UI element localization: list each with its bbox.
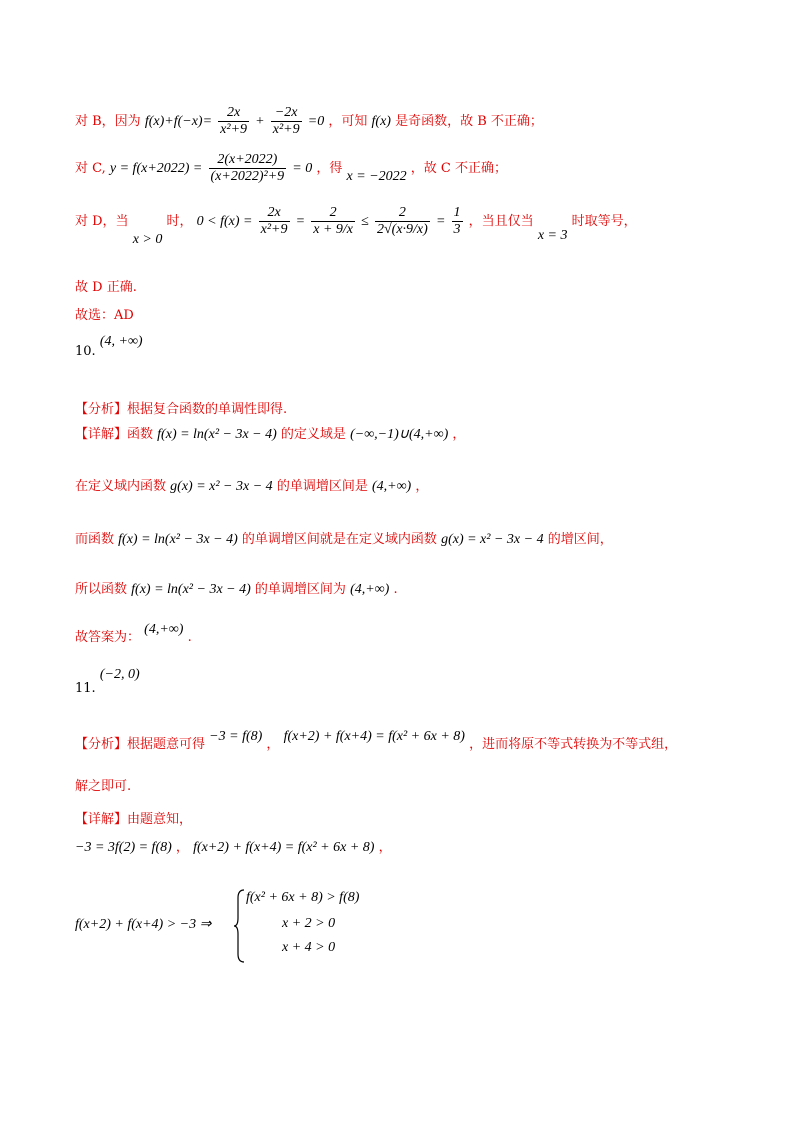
formula: g(x) = x² − 3x − 4: [170, 479, 273, 494]
text: ，: [452, 427, 466, 442]
text: .: [393, 582, 398, 597]
formula: y = f(x+2022) =: [109, 161, 203, 176]
formula: =0: [307, 114, 325, 129]
solution-line-b: [75, 105, 543, 138]
formula: (4,+∞): [371, 479, 412, 494]
solution-line-d: [75, 205, 637, 247]
fraction: $\frac{-2x}{\text{x²+9}}$: [272, 105, 300, 137]
formula: =: [295, 214, 306, 229]
text: 的单调增区间为: [254, 582, 346, 597]
formula: f(x+2) + f(x+4) = f(x² + 6x + 8): [193, 840, 375, 855]
detail-tag: 【详解】: [75, 427, 128, 442]
q10-detail-line2: [75, 475, 428, 495]
text: ，得: [316, 161, 343, 176]
text: 而函数: [75, 532, 115, 547]
text: ，当且仅当: [468, 214, 534, 229]
system-lhs: f(x+2) + f(x+4) > −3 ⇒: [75, 917, 212, 932]
question-10-answer: [75, 334, 143, 359]
text: 对 C,: [75, 161, 106, 176]
text: 是奇函数，故 B 不正确；: [395, 114, 543, 129]
text: ，故 C 不正确；: [410, 161, 508, 176]
text: ，: [266, 737, 280, 752]
system-row-2: x + 2 > 0: [282, 916, 336, 931]
text: ，: [415, 479, 429, 494]
q10-analysis: [75, 398, 287, 417]
formula: −3 = f(8): [209, 729, 263, 744]
analysis-tag: 【分析】: [75, 737, 128, 752]
text: ，: [378, 840, 392, 855]
formula: +: [255, 114, 265, 129]
formula: x = −2022: [346, 169, 407, 184]
system-row-1: f(x² + 6x + 8) > f(8): [246, 890, 360, 905]
choose-answer: 故选：AD: [75, 308, 134, 323]
formula: (4,+∞): [350, 582, 390, 597]
formula: (4, +∞): [99, 334, 143, 349]
text: 故答案为：: [75, 630, 141, 645]
text: 在定义域内函数: [75, 479, 167, 494]
system-brace: [232, 888, 246, 964]
formula: f(x) = ln(x² − 3x − 4): [157, 427, 277, 442]
formula: 0 < f(x) =: [196, 214, 253, 229]
q11-detail-line1: [75, 808, 192, 827]
fraction: $\frac{2x}{\text{x²+9}}$: [220, 105, 248, 137]
fraction: $\frac{2x}{\text{x²+9}}$: [260, 205, 288, 237]
text: 的定义域是: [280, 427, 346, 442]
formula: f(x+2) + f(x+4) = f(x² + 6x + 8): [283, 729, 465, 744]
text: 时，: [166, 214, 193, 229]
question-number: 10.: [75, 344, 96, 359]
text: .: [187, 630, 192, 645]
q11-analysis-cont: 解之即可.: [75, 779, 132, 794]
q10-detail-line3: [75, 528, 613, 548]
text: 函数: [127, 427, 154, 442]
text: 对 D，当: [75, 214, 129, 229]
system-row-3: x + 4 > 0: [282, 940, 336, 955]
fraction: $\frac{1}{3}$: [453, 205, 461, 237]
q10-detail-line1: [75, 423, 465, 443]
formula: f(x): [371, 114, 391, 129]
text: 对 B，因为: [75, 114, 141, 129]
q10-final-answer: [75, 622, 192, 646]
text: 由题意知，: [127, 812, 193, 827]
q10-detail-line4: [75, 578, 398, 598]
formula: (−∞,−1)∪(4,+∞): [350, 427, 449, 442]
q11-detail-line2: [75, 836, 392, 856]
q11-analysis: [75, 729, 678, 753]
formula: =: [435, 214, 446, 229]
formula: x > 0: [132, 232, 163, 247]
solution-line-d-conclusion: 故 D 正确.: [75, 280, 137, 295]
formula: (4,+∞): [144, 622, 184, 637]
formula: (−2, 0): [99, 667, 140, 682]
text: 的增区间，: [547, 532, 613, 547]
question-number: 11.: [75, 681, 96, 696]
text: 的单调增区间就是在定义域内函数: [241, 532, 437, 547]
formula: −3 = 3f(2) = f(8): [75, 840, 172, 855]
formula: f(x) = ln(x² − 3x − 4): [131, 582, 251, 597]
text: 根据题意可得: [127, 737, 206, 752]
text: 根据复合函数的单调性即得.: [127, 402, 288, 417]
solution-line-c: [75, 152, 507, 185]
text: 所以函数: [75, 582, 128, 597]
detail-tag: 【详解】: [75, 812, 128, 827]
formula: = 0: [292, 161, 313, 176]
fraction: $\frac{2(x+2022)}{\text{(x+2022)²+9}}$: [210, 152, 285, 184]
formula: f(x)+f(−x)=: [144, 114, 213, 129]
analysis-tag: 【分析】: [75, 402, 128, 417]
text: ，进而将原不等式转换为不等式组，: [469, 737, 678, 752]
text: 时取等号，: [571, 214, 637, 229]
formula: x = 3: [537, 228, 568, 243]
text: ，可知: [328, 114, 368, 129]
fraction: $\frac{2}{2√(x\cdot 9/x)}$: [376, 205, 428, 237]
text: 的单调增区间是: [276, 479, 368, 494]
formula: g(x) = x² − 3x − 4: [441, 532, 544, 547]
text: ，: [175, 840, 189, 855]
formula: f(x) = ln(x² − 3x − 4): [118, 532, 238, 547]
fraction: $\frac{2}{x + 9/x}$: [313, 205, 353, 237]
question-11-answer: [75, 667, 140, 696]
formula: ≤: [361, 214, 369, 229]
